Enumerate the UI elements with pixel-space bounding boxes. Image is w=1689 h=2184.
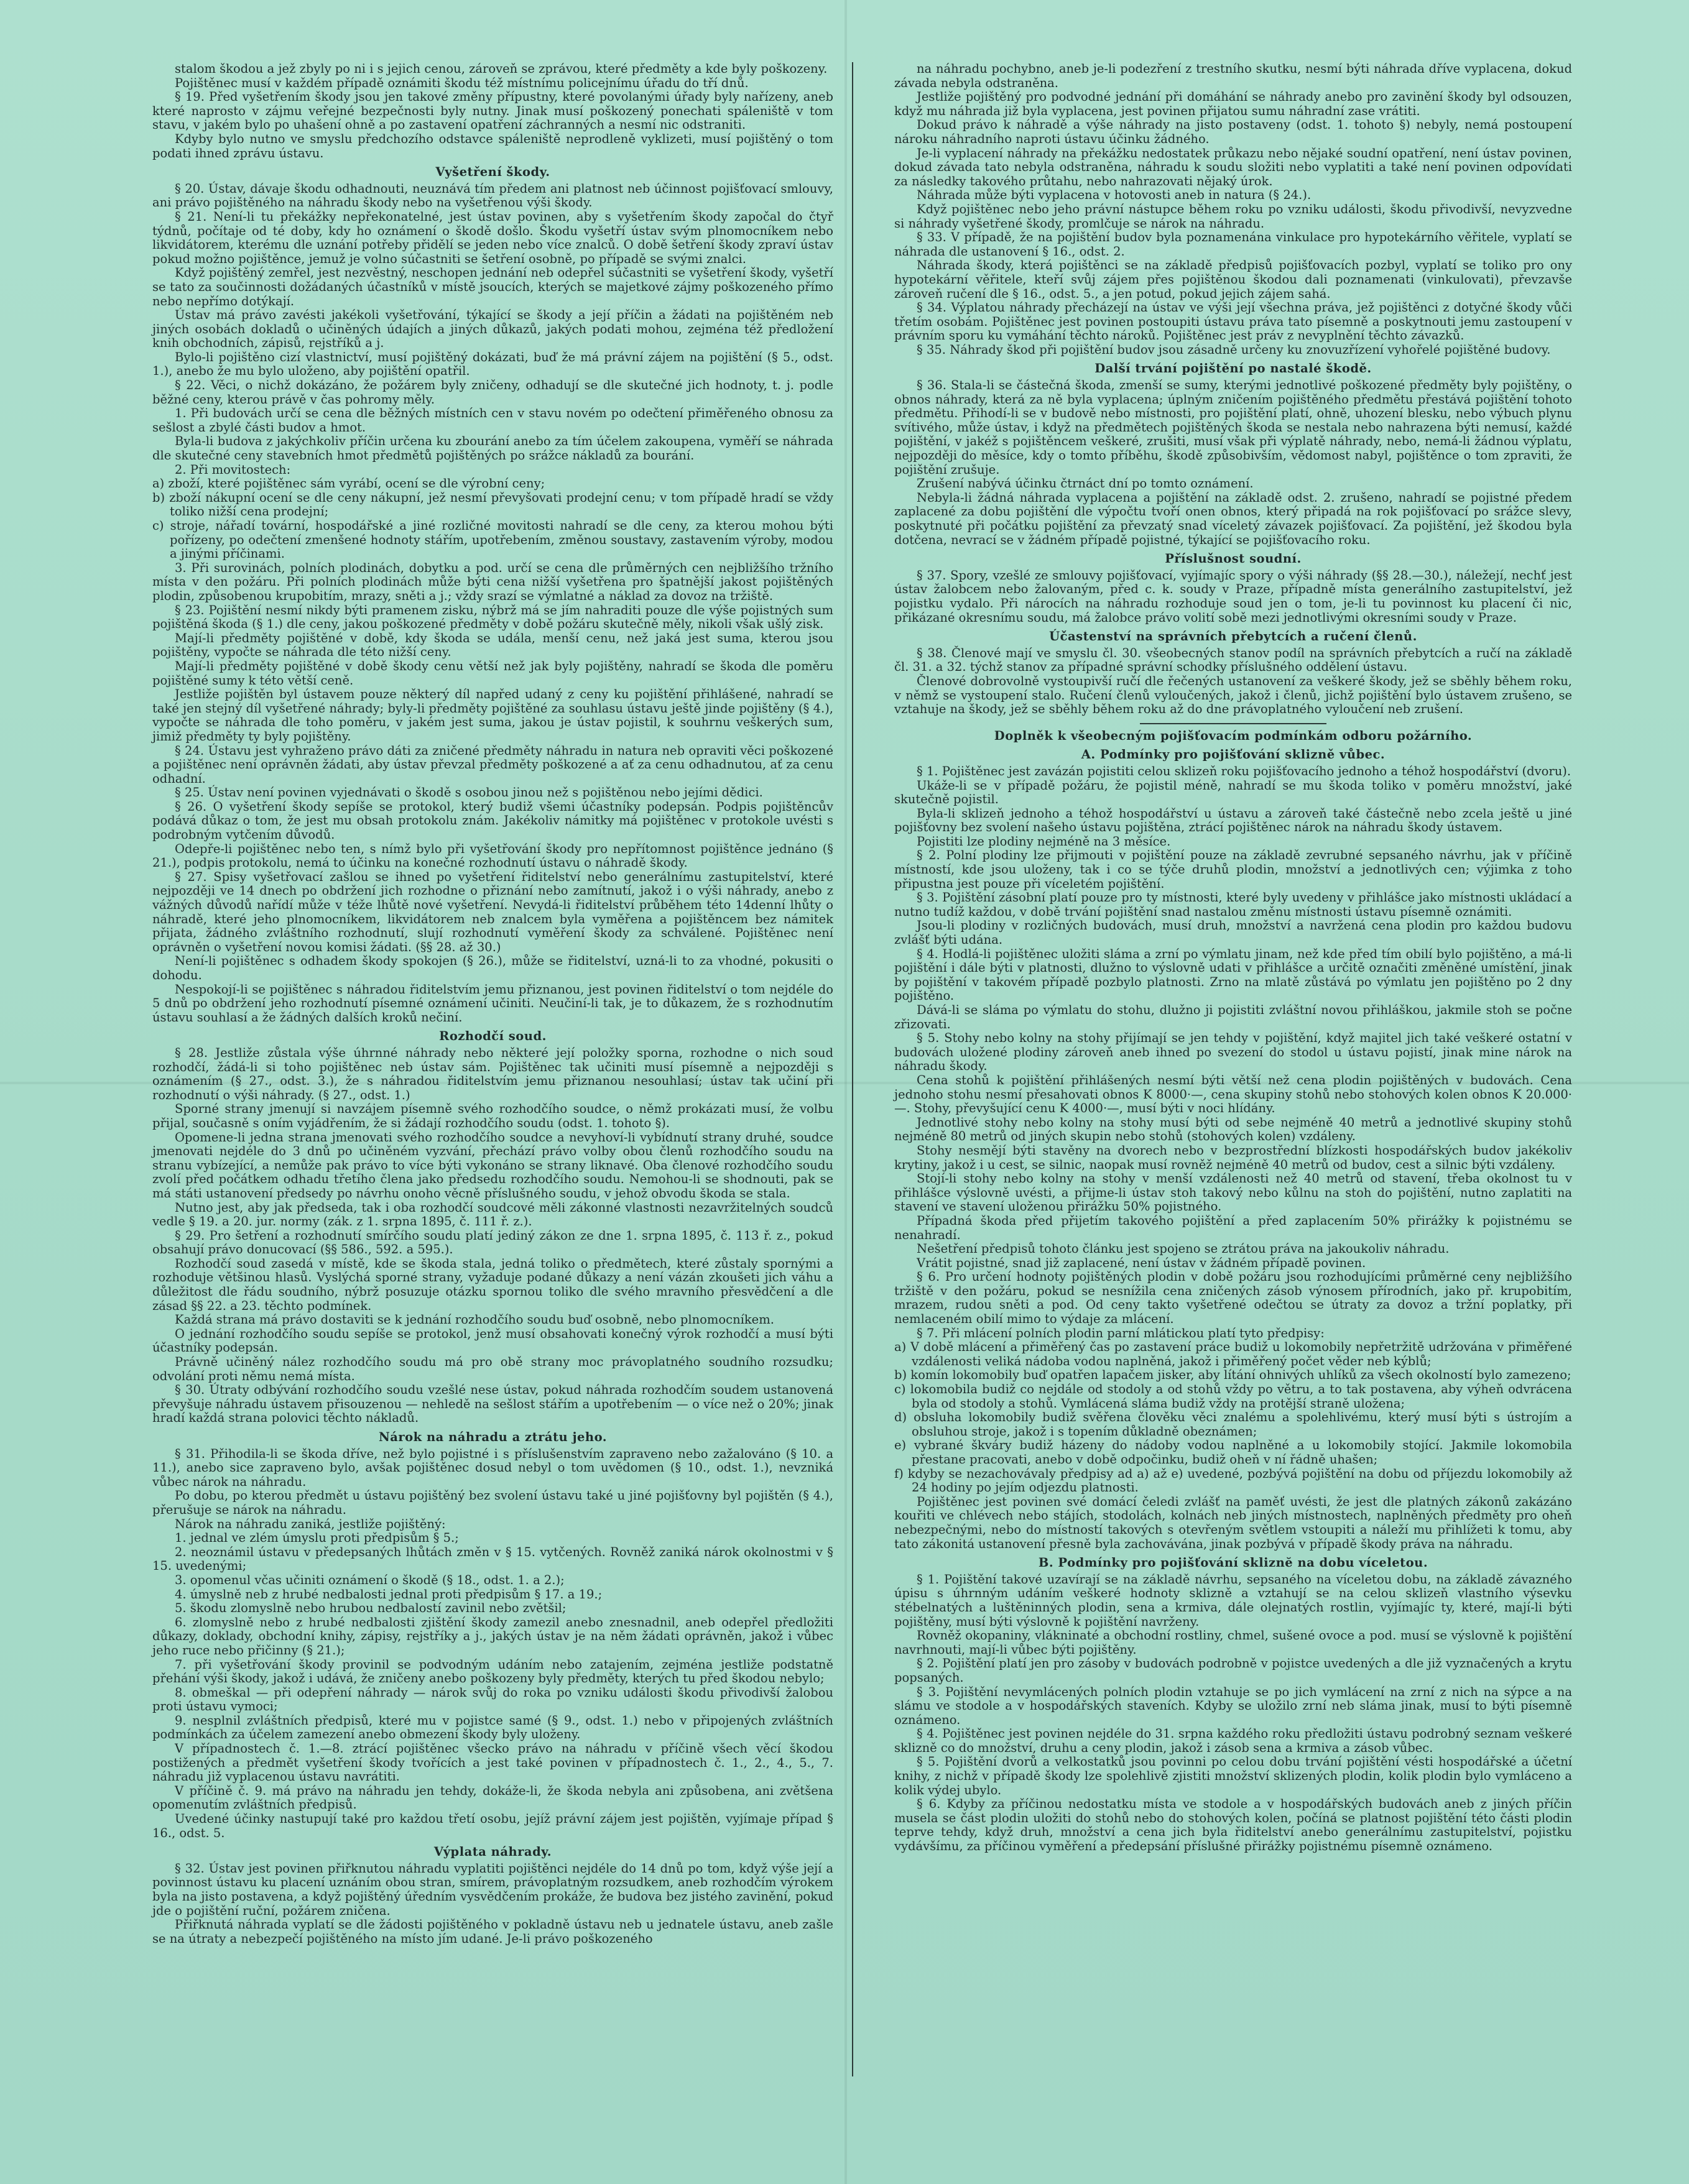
- right-text-column: [894, 62, 1572, 1854]
- paragraph: Nešetření předpisů tohoto článku jest spojeno se ztrátou práva na jakoukoliv náhradu.: [917, 1242, 1450, 1256]
- paragraph: Stojí-li stohy nebo kolny na stohy v menší vzdálenosti než 40 metrů od stavení, třeba okolnost tu v přihlášce výslovně uvésti, a přijme-li ústav stoh takový nebo kůlnu na stoh do pojištění, nutno zaplatiti na stavení ve stavení uloženou přirážku 50% pojistného.: [894, 1171, 1572, 1214]
- paragraph: § 26. O vyšetření škody sepíše se protokol, který budiž všemi účastníky podepsán. Podpis pojištěncův podává důkaz o tom, že jest mu obsah protokolu znám. Jakékoliv námitky má pojištěnec v protokole uvésti s podrobným vytčením důvodů.: [152, 799, 833, 842]
- list-item: a) zboží, které pojištěnec sám vyrábí, ocení se dle výrobní ceny;: [152, 476, 545, 491]
- section-heading: Rozhodčí soud.: [439, 1029, 547, 1044]
- paragraph: 1. Při budovách určí se cena dle běžných místních cen v stavu novém po odečtení přiměřeného obnosu za sešlost a zbylé části budov a hmot.: [152, 406, 833, 435]
- paragraph: 3. opomenul včas učiniti oznámení o škodě (§ 18., odst. 1. a 2.);: [175, 1572, 565, 1587]
- paragraph: Případná škoda před přijetím takového pojištění a před zaplacením 50% přirážky k pojistnému se nenahradí.: [894, 1213, 1572, 1242]
- paragraph: Jsou-li plodiny v rozličných budovách, musí druh, množství a navržená cena plodin pro každou budovu zvlášť býti udána.: [894, 918, 1572, 947]
- paragraph: § 7. Při mlácení polních plodin parní mlátickou platí tyto předpisy:: [917, 1325, 1325, 1340]
- section-heading: Další trvání pojištění po nastalé škodě.: [1094, 361, 1372, 376]
- paragraph: Pojištěnec musí v každém případě oznámiti škodu též místnímu policejnímu úřadu do tří dnů.: [175, 75, 749, 90]
- list-item: c) lokomobila budiž co nejdále od stodoly a od stohů vždy po větru, a to tak postavena, aby výheň odvrácena byla od stodoly a stohů. Vymlácená sláma budiž vždy na protější straně uložena;: [894, 1382, 1572, 1411]
- paragraph: Jestliže pojištěn byl ústavem pouze některý díl napřed udaný z ceny ku pojištění přihlášené, nahradí se také jen stejný díl vyšetřené náhrady; byly-li předměty pojištěné za souhlasu ústavu ještě jinde pojištěny (§ 4.), vypočte se náhrada dle toho poměru, v jakém jest suma, jakou je ústav pojistil, k souhrnu veškerých sum, jimiž předměty ty byly pojištěny.: [152, 687, 833, 744]
- paragraph: Mají-li předměty pojištěné v době škody cenu větší než jak byly pojištěny, nahradí se škoda dle poměru pojištěné sumy k této větší ceně.: [152, 658, 833, 688]
- paragraph: Sporné strany jmenují si navzájem písemně svého rozhodčího soudce, o němž prokázati musí, že volbu přijal, současně s oním vyjádřením, že si žádají rozhodčího soudu (odst. 1. tohoto §).: [152, 1102, 833, 1130]
- section-heading: Nárok na náhradu a ztrátu jeho.: [378, 1430, 608, 1444]
- paragraph: Nutno jest, aby jak předseda, tak i oba rozhodčí soudcové měli zákonné vlastnosti nezavržitelných soudců vedle § 19. a 20. jur. normy (zák. z 1. srpna 1895, č. 111 ř. z.).: [152, 1200, 833, 1229]
- paragraph: Mají-li předměty pojištěné v době, kdy škoda se udála, menší cenu, než jaká jest suma, kterou jsou pojištěny, vypočte se náhrada dle této nižší ceny.: [152, 630, 833, 660]
- section-heading: A. Podmínky pro pojišťování sklizně vůbec.: [1081, 747, 1386, 762]
- paragraph: § 27. Spisy vyšetřovací zašlou se ihned po vyšetření řiditelství nebo generálnímu zastupitelství, které nejpozději ve 14 dnech po obdržení jich rozhodne o přiznání nebo zamítnutí, jakož i o výši náhrady, anebo z vážných důvodů nařídí může v téže lhůtě nové vyšetření. Nevydá-li řiditelství průběhem této 14denní lhůty o náhradě, které jeho plnomocníkem, likvidátorem neb znalcem byla vyměřena a pojištěncem bez námitek přijata, žádného zvláštního rozhodnutí, slují rozhodnutí vyměření škody za schválené. Pojištěnec není oprávněn o vyšetření novou komisi žádati. (§§ 28. až 30.): [152, 869, 833, 954]
- paragraph: 6. zlomyslně nebo z hrubé nedbalosti zjištění škody zamezil anebo znesnadnil, aneb odepřel předložiti důkazy, doklady, obchodní knihy, zápisy, rejstříky a j., jakých ústav je na něm žádati oprávněn, jakož i vůbec jeho ruce nebo přičinny (§ 21.);: [152, 1615, 833, 1657]
- paragraph: Přiřknutá náhrada vyplatí se dle žádosti pojištěného v pokladně ústavu neb u jednatele ústavu, aneb zašle se na útraty a nebezpečí pojištěného na místo jím udané. Je-li právo poškozeného: [152, 1917, 833, 1946]
- section-heading: Účastenství na správních přebytcích a ručení členů.: [1049, 629, 1417, 644]
- paragraph: Byla-li budova z jakýchkoliv příčin určena ku zbourání anebo za tím účelem zakoupena, vyměří se náhrada dle skutečné ceny stavebních hmot předmětů pojištěných po srážce nákladů za bourání.: [152, 434, 833, 463]
- section-rule: [1140, 723, 1326, 724]
- paragraph: Kdyby bylo nutno ve smyslu předchozího odstavce spáleniště neprodleně vyklizeti, musí pojištěný o tom podati ihned zprávu ústavu.: [152, 131, 833, 160]
- paragraph: § 31. Přihodila-li se škoda dříve, než bylo pojistné i s příslušenstvím zapraveno nebo zažalováno (§ 10. a 11.), anebo sice zapraveno bylo, avšak pojištěnec dosud nebyl o tom uvědomen (§ 10., odst. 1.), nevzniká vůbec nárok na náhradu.: [152, 1446, 833, 1489]
- paragraph: Uvedené účinky nastupují také pro každou třetí osobu, jejíž právní zájem jest pojištěn, vyjímaje případ § 16., odst. 5.: [152, 1812, 833, 1840]
- paragraph: Nárok na náhradu zaniká, jestliže pojištěný:: [175, 1516, 446, 1531]
- paragraph: § 3. Pojištění nevymlácených polních plodin vztahuje se po jich vymlácení na zrní z nich na sýpce a na slámu ve stodole a v hospodářských staveních. Kdyby se uložilo zrní neb sláma jinak, musí to býti písemně oznámeno.: [894, 1684, 1572, 1727]
- paragraph: Pojistiti lze plodiny nejméně na 3 měsíce.: [917, 834, 1171, 849]
- paragraph: § 28. Jestliže zůstala výše úhrnné náhrady nebo některé její položky sporna, rozhodne o nich soud rozhodčí, žádá-li si toho pojištěnec neb ústav sám. Pojištěnec tak učiniti musí písemně a nejpozději s oznámením (§ 27., odst. 3.), že s náhradou řiditelstvím jemu přiznanou nesouhlasí; ústav tak učiní při rozhodnutí o výši náhrady. (§ 27., odst. 1.): [152, 1045, 833, 1102]
- paragraph: Náhrada škody, která pojištěnci se na základě předpisů pojišťovacích pozbyl, vyplatí se toliko pro ony hypotekární věřitele, kteří svůj zájem přes pojištěnou škodou dali poznamenati (vinkulovati), převzavše zároveň ručení dle § 16., odst. 5., a jen potud, pokud jejich zájem sahá.: [894, 258, 1572, 301]
- paragraph: § 35. Náhrady škod při pojištění budov jsou zásadně určeny ku znovuzřízení vyhořelé pojištěné budovy.: [917, 342, 1551, 357]
- paragraph: § 23. Pojištění nesmí nikdy býti pramenem zisku, nýbrž má se jím nahraditi pouze dle výše pojistných sum pojištěná škoda (§ 1.) dle ceny, jakou poškozené předměty v době požáru skutečně měly, nikoli však ušlý zisk.: [152, 602, 833, 632]
- paragraph: § 6. Kdyby za příčinou nedostatku místa ve stodole a v hospodářských budovách aneb z jiných příčin musela se část plodin uložiti do stohů nebo do stohových kolen, počíná se platnost pojištění této části plodin teprve tehdy, když druh, množství a cena jich byla řiditelství anebo generálnímu zastupitelství, pojistku vydávšímu, za příčinou vyměření a předepsání příslušné přirážky pojistnému písemně oznámeno.: [894, 1797, 1572, 1854]
- paragraph: Cena stohů k pojištění přihlášených nesmí býti větší než cena plodin pojištěných v budovách. Cena jednoho stohu nesmí přesahovati obnos K 8000·—, cena skupiny stohů nebo stohových kolen obnos K 20.000·—. Stohy, převyšující cenu K 4000·—, musí býti v noci hlídány.: [894, 1072, 1572, 1116]
- paragraph: § 22. Věci, o nichž dokázáno, že požárem byly zničeny, odhadují se dle skutečné jich hodnoty, t. j. podle běžné ceny, kterou právě v čas pohromy měly.: [152, 378, 833, 407]
- paragraph: Rovněž okopaniny, vlákninaté a obchodní rostliny, chmel, sušené ovoce a pod. musí se výslovně k pojištění navrhnouti, mají-li vůbec býti pojištěny.: [894, 1628, 1572, 1657]
- paragraph: Každá strana má právo dostaviti se k jednání rozhodčího soudu buď osobně, nebo plnomocníkem.: [175, 1312, 774, 1327]
- paragraph: § 5. Stohy nebo kolny na stohy přijímají se jen tehdy v pojištění, když majitel jich také veškeré ostatní v budovách uložené plodiny zároveň aneb ihned po svezení do stodol u ústavu pojistí, jinak mine nárok na náhradu škody.: [894, 1031, 1572, 1074]
- list-item: c) stroje, nářadí tovární, hospodářské a jiné rozličné movitosti nahradí se dle ceny, za kterou mohou býti pořízeny, po odečtení zmenšené hodnoty stářím, upotřebením, změnou soustavy, zastavením výroby, modou a jinými příčinami.: [152, 518, 833, 561]
- section-heading: B. Podmínky pro pojišťování skliznĕ na dobu víceletou.: [1038, 1555, 1428, 1570]
- paragraph: Pojištěnec jest povinen své domácí čeledi zvlášť na paměť uvésti, že jest dle platných zákonů zakázáno kouřiti ve chlévech nebo stájích, stodolách, kolnách neb jiných místnostech, naplněných předměty pro oheň nebezpečnými, nebo do místností takových s otevřeným světlem vstoupiti a náleží mu přihlížeti k tomu, aby tato zákonitá ustanovení přesně byla zachovávána, jinak pozbývá v případě škody práva na náhradu.: [894, 1494, 1572, 1551]
- paragraph: Rozhodčí soud zasedá v místě, kde se škoda stala, jedná toliko o předmětech, které zůstaly spornými a rozhoduje většinou hlasů. Vyslýchá sporné strany, vyžaduje podané důkazy a není vázán zkoušeti jich váhu a důležitost dle řádu soudního, nýbrž posuzuje otázku spornou toliko dle svého mravního přesvědčení a dle zásad §§ 22. a 23. těchto podmínek.: [152, 1256, 833, 1313]
- paragraph: 2. Při movitostech:: [175, 462, 291, 477]
- paragraph: V příčině č. 9. má právo na náhradu jen tehdy, dokáže-li, že škoda nebyla ani způsobena, ani zvětšena opomenutím zvláštních předpisů.: [152, 1783, 833, 1812]
- paragraph: stalom škodou a jež zbyly po ni i s jejich cenou, zároveň se zprávou, které předměty a kde byly poškozeny.: [175, 62, 828, 76]
- paragraph: Členové dobrovolně vystoupivší ručí dle řečených ustanovení za veškeré škody, jež se sběhly během roku, v němž se vystoupení stalo. Ručení členů vyloučených, jakož i členů, jichž pojištění bylo ústavem zrušeno, se vztahuje na škody, jež se sběhly během roku až do dne právoplatného vyloučení neb zrušení.: [894, 673, 1572, 717]
- paragraph: § 30. Útraty odbývání rozhodčího soudu vzešlé nese ústav, pokud náhrada rozhodčím soudem ustanovená převyšuje náhradu ústavem přisouzenou — nehledě na sešlost stářím a upotřebením — o více než o 20%; jinak hradí každá strana polovici těchto nákladů.: [152, 1383, 833, 1426]
- paragraph: 2. neoznámil ústavu v předepsaných lhůtách změn v § 15. vytčených. Rovněž zaniká nárok okolnostmi v § 15. uvedenými;: [152, 1544, 833, 1573]
- list-item: b) komín lokomobily buď opatřen lapačem jisker, aby lítání ohnivých uhlíků za všech okolností bylo zamezeno;: [894, 1368, 1571, 1383]
- paragraph: Odepře-li pojištěnec nebo ten, s nímž bylo při vyšetřování škody pro nepřítomnost pojištěnce jednáno (§ 21.), podpis protokolu, nemá to účinku na konečné rozhodnutí ústavu o náhradě škody.: [152, 841, 833, 870]
- paragraph: § 19. Před vyšetřením škody jsou jen takové změny přípustny, které povolanými úřady byly nařízeny, aneb které naprosto v zájmu veřejné bezpečnosti byly nutny. Jinak musí poškozený ponechati spáleniště v tom stavu, v jakém bylo po uhašení ohně a po zastavení opatření záchranných a nesmí nic odstraniti.: [152, 90, 833, 132]
- paragraph: § 36. Stala-li se částečná škoda, zmenší se sumy, kterými jednotlivé poškozené předměty byly pojištěny, o obnos náhrady, která za ně byla vyplacena; úplným zničením pojištěného předmětu přestává pojištění tohoto předmětu. Přihodí-li se v budově nebo místnosti, pro pojištění platí, ohně, uhození blesku, nebo výbuch plynu svítivého, může ústav, i když na předmětech pojištěných škoda se nestala nebo nahrazena býti nemusí, každé pojištění, v jakéž s pojištěncem veškeré, zrušiti, musí však při výplatě náhrady, nebo, nemá-li žádnou výplatu, nejpozději do měsíce, kdy o tomto příběhu, škodě způsobivším, vědomost nabyl, pojištěnce o tom zpraviti, že pojištění zrušuje.: [894, 378, 1572, 477]
- left-text-column: [152, 62, 833, 1946]
- paragraph: § 2. Pojištění platí jen pro zásoby v budovách podrobně v pojistce uvedených a dle již vyznačených a krytu popsaných.: [894, 1656, 1572, 1685]
- section-heading: Doplněk k všeobecným pojišťovacím podmínkám odboru požárního.: [994, 728, 1473, 743]
- paragraph: 8. obmeškal — při odepření náhrady — nárok svůj do roka po vzniku události škodu přivodivší žalobou proti ústavu vymoci;: [152, 1685, 833, 1714]
- paragraph: Není-li pojištěnec s odhadem škody spokojen (§ 26.), může se řiditelství, uzná-li to za vhodné, pokusiti o dohodu.: [152, 954, 833, 982]
- paragraph: Jestliže pojištěný pro podvodné jednání při domáhání se náhrady anebo pro zavinění škody byl odsouzen, když mu náhrada již byla vyplacena, jest povinen přijatou sumu náhradní zase vrátiti.: [894, 90, 1572, 118]
- section-heading: Výplata náhrady.: [433, 1845, 552, 1859]
- paragraph: O jednání rozhodčího soudu sepíše se protokol, jenž musí obsahovati konečný výrok rozhodčí a musí býti účastníky podepsán.: [152, 1326, 833, 1355]
- paragraph: § 24. Ústavu jest vyhraženo právo dáti za zničené předměty náhradu in natura neb opraviti věci poškozené a pojištěnec není oprávněn žádati, aby ústav převzal předměty poškozené a ať za cenu odhadnutou, ať za cenu odhadní.: [152, 743, 833, 786]
- paragraph: Nespokojí-li se pojištěnec s náhradou řiditelstvím jemu přiznanou, jest povinen řiditelství o tom nejdéle do 5 dnů po obdržení jeho rozhodnutí písemné oznámení učiniti. Neučiní-li tak, je to důkazem, že s rozhodnutím ústavu souhlasí a že žádných dalších kroků nečiní.: [152, 982, 833, 1025]
- list-item: b) zboží nákupní ocení se dle ceny nákupní, jež nesmí převyšovati prodejní cenu; v tom případě hradí se vždy toliko nižší cena prodejní;: [152, 490, 833, 519]
- paragraph: Právně učiněný nález rozhodčího soudu má pro obě strany moc právoplatného soudního rozsudku; odvolání proti němu nemá místa.: [152, 1355, 833, 1383]
- paragraph: 5. škodu zlomyslně nebo hrubou nedbalostí zavinil nebo zvětšil;: [175, 1601, 567, 1616]
- list-item: d) obsluha lokomobily budiž svěřena člověku věci znalému a spolehlivému, který musí býti s ústrojím a obsluhou stroje, jakož i s topením důkladně obeznámen;: [894, 1410, 1572, 1439]
- paragraph: § 34. Výplatou náhrady přecházejí na ústav ve výši její všechna práva, jež pojištěnci z dotyčné škody vůči třetím osobám. Pojištěnec jest povinen postoupiti ústavu práva tato písemně a poskytnouti jemu zastoupení v právním sporu ku vymáhání těchto nároků. Pojištěnec jest práv z nevyplnění těchto závazků.: [894, 300, 1572, 343]
- list-item: f) kdyby se nezachovávaly předpisy ad a) až e) uvedené, pozbývá pojištění na dobu od příjezdu lokomobily až 24 hodiny po jejím odjezdu platnosti.: [894, 1466, 1572, 1495]
- paragraph: Dává-li se sláma po výmlatu do stohu, dlužno ji pojistiti zvláštní novou přihláškou, jakmile stoh se počne zřizovati.: [894, 1003, 1572, 1031]
- paragraph: Ústav má právo zavésti jakékoli vyšetřování, týkající se škody a její příčin a žádati na pojištěném neb jiných osobách dokladů o učiněných údajích a jiných důkazů, jakých podati mohou, zejména též předložení knih obchodních, zápisů, rejstříků a j.: [152, 308, 833, 351]
- list-item: a) V době mlácení a přiměřený čas po zastavení práce budiž u lokomobily nepřetržitě udržována v přiměřené vzdálenosti veliká nádoba vodou naplněná, jakož i přiměřený počet věder neb kýblů;: [894, 1340, 1572, 1368]
- paragraph: 3. Při surovinách, polních plodinách, dobytku a pod. určí se cena dle průměrných cen nejbližšího tržního místa v den požáru. Při polních plodinách může býti cena nižší vyšetřena pro špatnější jakost pojištěných plodin, způsobenou krupobitím, mrazy, sněti a j.; vždy srazí se výmlatné a náklad za dovoz na tržiště.: [152, 560, 833, 603]
- paragraph: Když pojištěnec nebo jeho právní nástupce během roku po vzniku události, škodu přivodivší, nevyzvedne si náhrady vyšetřené škody, promlčuje se nárok na náhradu.: [894, 201, 1572, 231]
- paragraph: Když pojištěný zemřel, jest nezvěstný, neschopen jednání neb odepřel súčastniti se vyšetření škody, vyšetří se tato za součinnosti dožádaných účastníků v místě jsoucích, kterých se majetkové zájmy poškozeného přímo nebo nepřímo dotýkají.: [152, 265, 833, 308]
- column-divider: [852, 62, 853, 2076]
- paragraph: § 1. Pojištěnec jest zavázán pojistiti celou sklizeň roku pojišťovacího jednoho a téhož hospodářství (dvoru).: [917, 763, 1571, 778]
- section-heading: Příslušnost soudní.: [1165, 551, 1302, 566]
- paragraph: Stohy nesmějí býti stavěny na dvorech nebo v bezprostřední blízkosti hospodářských budov jakékoliv krytiny, jakož i u cest, se silnic, naopak musí rovněž nejméně 40 metrů od budov, cest a silnic býti vzdáleny.: [894, 1143, 1572, 1172]
- paragraph: 1. jednal ve zlém úmyslu proti předpisům § 5.;: [175, 1531, 459, 1546]
- paragraph: § 2. Polní plodiny lze přijmouti v pojištění pouze na základě zevrubné sepsaného návrhu, jak v příčině místností, kde jsou uloženy, tak i co se týče druhů plodin, množství a jednotlivých cen; výjimka z toho připustna jest pouze při víceletém pojištění.: [894, 848, 1572, 891]
- paragraph: § 21. Není-li tu překážky nepřekonatelné, jest ústav povinen, aby s vyšetřením škody započal do čtyř týdnů, počítaje od té doby, kdy ho oznámení o škodě došlo. Škodu vyšetří ústav svým plnomocníkem nebo likvidátorem, kterému dle uznání potřeby přidělí se jeden nebo více znalců. O době šetření škody zpraví ústav pokud možno pojištěnce, jemuž je volno súčastniti se šetření osobně, po případě se svými znalci.: [152, 209, 833, 266]
- paragraph: § 4. Hodlá-li pojištěnec uložiti sláma a zrní po výmlatu jinam, než kde před tím obilí bylo pojištěno, a má-li pojištění i dále býti v platnosti, dlužno to výslovně udati v přihlášce a určitě označiti změněné umístění, jinak by pojištění v takovém případě pozbylo platnosti. Zrno na mlatě zůstává po výmlatu jen pojištěno po 2 dny pojištěno.: [894, 946, 1572, 1003]
- paragraph: § 29. Pro šetření a rozhodnutí smírčího soudu platí jediný zákon ze dne 1. srpna 1895, č. 113 ř. z., pokud obsahují právo donucovací (§§ 586., 592. a 595.).: [152, 1228, 833, 1257]
- paragraph: Dokud právo k náhradě a výše náhrady na jisto postaveny (odst. 1. tohoto §) nebyly, nemá postoupení nároku náhradního naproti ústavu účinku žádného.: [894, 117, 1572, 146]
- paragraph: § 32. Ústav jest povinen přiřknutou náhradu vyplatiti pojištěnci nejdéle do 14 dnů po tom, když výše její a povinnost ústavu ku placení uznáním obou stran, smírem, právoplatným rozsudkem, aneb rozhodčím výrokem byla na jisto postavena, a když pojištěný úředním vysvědčením prokáže, že budova bez jistého zavinění, pokud jde o pojištění ruční, požárem zničena.: [152, 1861, 833, 1918]
- paragraph: Jednotlivé stohy nebo kolny na stohy musí býti od sebe nejméně 40 metrů a jednotlivé skupiny stohů nejméně 80 metrů od jiných skupin nebo stohů (stohových kolen) vzdáleny.: [894, 1115, 1572, 1144]
- paragraph: 4. úmyslně neb z hrubé nedbalosti jednal proti předpisům § 17. a 19.;: [175, 1587, 603, 1601]
- paragraph: 7. při vyšetřování škody provinil se podvodným udáním nebo zatajením, zejména jestliže podstatně přehání výši škody, jakož i udává, že zničeny anebo poškozeny byly předměty, kterých tu před škodou nebylo;: [152, 1657, 833, 1686]
- paragraph: § 20. Ústav, dávaje škodu odhadnouti, neuznává tím předem ani platnost neb účinnost pojišťovací smlouvy, ani právo pojištěného na náhradu škody nebo na vyšetřenou výši škody.: [152, 181, 833, 210]
- paragraph: V případnostech č. 1.—8. ztrácí pojištěnec všecko právo na náhradu v příčině všech věcí škodou postižených a předmět vyšetření škody tvořících a jest také povinen v případnostech č. 1., 2., 4., 5., 7. náhradu již vyplacenou ústavu navrátiti.: [152, 1741, 833, 1784]
- paragraph: 9. nesplnil zvláštních předpisů, které mu v pojistce samé (§ 9., odst. 1.) nebo v připojených zvláštních podmínkách za účelem zamezení anebo obmezení škody byly uloženy.: [152, 1713, 833, 1742]
- paragraph: § 38. Členové mají ve smyslu čl. 30. všeobecných stanov podíl na správních přebytcích a ručí na základě čl. 31. a 32. týchž stanov za případné správní schodky příslušného oddělení ústavu.: [894, 645, 1572, 675]
- paragraph: Ukáže-li se v případě požáru, že pojistil méně, nahradí se mu škoda toliko v poměru množství, jaké skutečně pojistil.: [894, 778, 1572, 807]
- paragraph: § 4. Pojištěnec jest povinen nejdéle do 31. srpna každého roku předložiti ústavu podrobný seznam veškeré sklizně co do množství, druhu a ceny plodin, jakož i zásob sena a krmiva a zásob vůbec.: [894, 1726, 1572, 1755]
- paper-fold-vertical: [844, 0, 847, 2184]
- paragraph: Bylo-li pojištěno cizí vlastnictví, musí pojištěný dokázati, buď že má právní zájem na pojištění (§ 5., odst. 1.), anebo že mu bylo uloženo, aby pojištění opatřil.: [152, 349, 833, 379]
- list-item: e) vybrané škváry budiž házeny do nádoby vodou naplněné a u lokomobily stojící. Jakmile lokomobila přestane pracovati, anebo v době odpočinku, budiž oheň v ní řádně uhašen;: [894, 1438, 1572, 1467]
- paragraph: Opomene-li jedna strana jmenovati svého rozhodčího soudce a nevyhoví-li vybídnutí strany druhé, soudce jmenovati nejdéle do 3 dnů po učiněném vyzvání, přechází právo volby obou členů rozhodčího soudu na stranu vybízející, a nemůže pak právo to více býti vykonáno se strany liknavé. Oba členové rozhodčího soudu zvolí před počátkem odhadu třetího člena jako předsedu rozhodčího soudu. Nemohou-li se shodnouti, pak se má státi ustanovení předsedy po návrhu onoho věcně příslušného soudu, v jehož obvodu škoda se stala.: [152, 1130, 833, 1200]
- paragraph: § 25. Ústav není povinen vyjednávati o škodě s osobou jinou než s pojištěnou nebo jejími dědici.: [175, 785, 763, 800]
- paragraph: § 33. V případě, že na pojištění budov byla poznamenána vinkulace pro hypotekárního věřitele, vyplatí se náhrada dle ustanovení § 16., odst. 2.: [894, 230, 1572, 259]
- paragraph: § 5. Pojištění dvorů a velkostatků jsou povinni po celou dobu trvání pojištění vésti hospodářské a účetní knihy, z nichž v případě škody lze spolehlivě zjistiti množství sklizených plodin, kolik plodin bylo vymláceno a kolik výdej ubylo.: [894, 1754, 1572, 1797]
- paragraph: Po dobu, po kterou předmět u ústavu pojištěný bez svolení ústavu také u jiné pojišťovny byl pojištěn (§ 4.), přerušuje se nárok na náhradu.: [152, 1488, 833, 1517]
- paragraph: § 6. Pro určení hodnoty pojištěných plodin v době požáru jsou rozhodujícími průměrné ceny nejbližšího tržiště v den požáru, pokud se nesnížila cena zničených zásob výnosem přírodních, jako př. krupobitím, mrazem, rudou sněti a pod. Od ceny takto vyšetřené odečtou se útraty za dovoz a tržní poplatky, při nemlaceném obilí mimo to výdaje za mlácení.: [894, 1269, 1572, 1327]
- paragraph: Je-li vyplacení náhrady na překážku nedostatek průkazu nebo nějaké soudní opatření, není ústav povinen, dokud závada tato nebyla odstraněna, náhradu k soudu složiti nebo vyplatiti a také není povinen odpovídati za následky takového průtahu, nebo nahrazovati nějaký úrok.: [894, 145, 1572, 188]
- paragraph: Zrušení nabývá účinku čtrnáct dní po tomto oznámení.: [917, 476, 1254, 491]
- paragraph: Nebyla-li žádná náhrada vyplacena a pojištění na základě odst. 2. zrušeno, nahradí se pojistné předem zaplacené za dobu pojištění dle výpočtu tvoří onen obnos, který připadá na rok pojišťovací po srážce slevy, poskytnuté při počátku pojištění za převzatý snad víceletý závazek pojišťovací. Za pojištění, jež škodou byla dotčena, nevrací se v žádném případě pojistné, týkající se pojišťovacího roku.: [894, 490, 1572, 547]
- paragraph: § 1. Pojištění takové uzavírají se na základě návrhu, sepsaného na víceletou dobu, na základě závazného úpisu s úhrnným udáním veškeré hodnoty sklizně a vztahují se na celou sklizeň vlastního výsevku stébelnatých a luštěninných plodin, sena a krmiva, dále olejnatých rostlin, vyjímajíc ty, které, mají-li býti pojištěny, musí býti výslovně k pojištění navrženy.: [894, 1572, 1572, 1629]
- paragraph: § 3. Pojištění zásobní platí pouze pro ty místnosti, které byly uvedeny v přihlášce jako místnosti ukládací a nutno tudíž každou, v době trvání pojištění snad nastalou změnu místnosti ústavu písemně oznámiti.: [894, 890, 1572, 919]
- paragraph: Náhrada může býti vyplacena v hotovosti aneb in natura (§ 24.).: [917, 188, 1312, 203]
- paragraph: § 37. Spory, vzešlé ze smlouvy pojišťovací, vyjímajíc spory o výši náhrady (§§ 28.—30.), náležejí, nechť jest ústav žalobcem nebo žalovaným, před c. k. soudy v Praze, případně místa generálního zastupitelství, jež pojistku vydalo. Při nárocích na náhradu rozhoduje soud jen o tom, je-li tu povinnost ku placení či nic, přikázané okresnímu soudu, má žalobce právo volití sobě mezi jednotlivými okresními soudy v Praze.: [894, 568, 1572, 625]
- paragraph: na náhradu pochybno, aneb je-li podezření z trestního skutku, nesmí býti náhrada dříve vyplacena, dokud závada nebyla odstraněna.: [894, 62, 1572, 90]
- section-heading: Vyšetření škody.: [435, 165, 550, 180]
- paragraph: Byla-li sklizeň jednoho a téhož hospodářství u ústavu a zároveň také částečně nebo zcela ještě u jiné pojišťovny bez svolení našeho ústavu pojištěna, ztrácí pojištěnec nárok na náhradu škody ústavem.: [894, 806, 1572, 835]
- paragraph: Vrátit pojistné, snad již zaplacené, není ústav v žádném případě povinen.: [917, 1255, 1366, 1270]
